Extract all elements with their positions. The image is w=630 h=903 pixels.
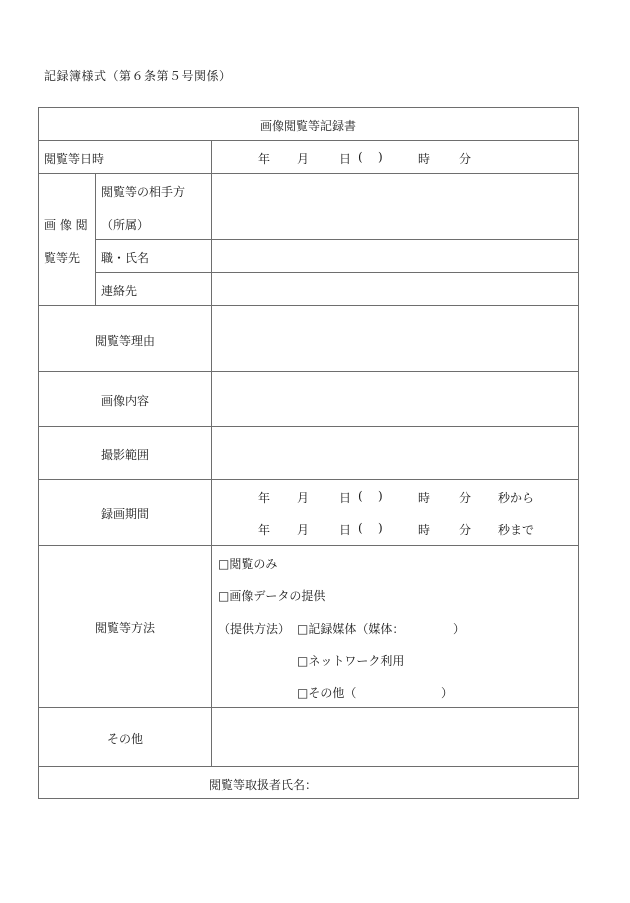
divider [38, 140, 579, 141]
shooting-range-label: 撮影範囲 [100, 448, 150, 462]
counterpart-input[interactable] [212, 174, 578, 239]
option-other[interactable]: □その他（ [297, 686, 357, 700]
handler-name-label: 閲覧等取扱者氏名： [208, 778, 318, 792]
datetime-label: 閲覧等日時 [44, 152, 105, 166]
divider [38, 766, 579, 767]
other-label: その他 [106, 732, 144, 746]
divider [38, 545, 579, 546]
document-heading: 記録簿様式（第６条第５号関係） [44, 69, 232, 83]
contact-label: 連絡先 [101, 284, 138, 298]
option-provide-data[interactable]: □画像データの提供 [218, 589, 326, 603]
title-name-label: 職・氏名 [101, 251, 150, 265]
subcolumn-divider [95, 173, 96, 305]
shooting-range-input[interactable] [212, 427, 578, 479]
affiliation-label: （所属） [101, 218, 150, 232]
viewer-group-label-line1: 画 像 閲 [44, 218, 88, 232]
viewer-group-label-line2: 覧等先 [44, 251, 81, 265]
image-content-label: 画像内容 [100, 394, 150, 408]
image-content-input[interactable] [212, 372, 578, 426]
counterpart-label: 閲覧等の相手方 [101, 185, 186, 199]
method-label: 閲覧等方法 [94, 621, 156, 635]
divider [38, 479, 579, 480]
contact-input[interactable] [212, 273, 578, 305]
reason-label: 閲覧等理由 [94, 334, 156, 348]
option-view-only[interactable]: □閲覧のみ [218, 557, 278, 571]
recording-media-close: ） [453, 622, 466, 636]
handler-name-input[interactable] [328, 769, 568, 795]
provision-method-label: （提供方法） [218, 622, 291, 636]
title-name-input[interactable] [212, 240, 578, 272]
option-recording-media[interactable]: □記録媒体（媒体： [297, 622, 405, 636]
option-network[interactable]: □ネットワーク利用 [297, 654, 405, 668]
form-title: 画像閲覧等記録書 [259, 119, 357, 133]
recording-period-label: 録画期間 [100, 507, 150, 521]
reason-input[interactable] [212, 306, 578, 371]
viewing-record-form: 画像閲覧等記録書 閲覧等日時 年 月 日 ( ) 時 分 画 像 閲 覧等先 閲覧等の相手方 （所属） 職・氏名 連絡先 閲覧等理由 画像内容 撮影範囲 録画期間 年 月 日 ( ) 時 分 秒から 年 月 日 ( ) 時 分 秒まで 閲覧等方法 □閲覧のみ □画像データの提供 （提供方法） □記録媒体（媒体： ） □ネットワーク利用 □その他（ ） その他 閲覧等取扱者氏名： [38, 107, 579, 799]
other-input[interactable] [212, 708, 578, 766]
other-close: ） [441, 686, 454, 700]
